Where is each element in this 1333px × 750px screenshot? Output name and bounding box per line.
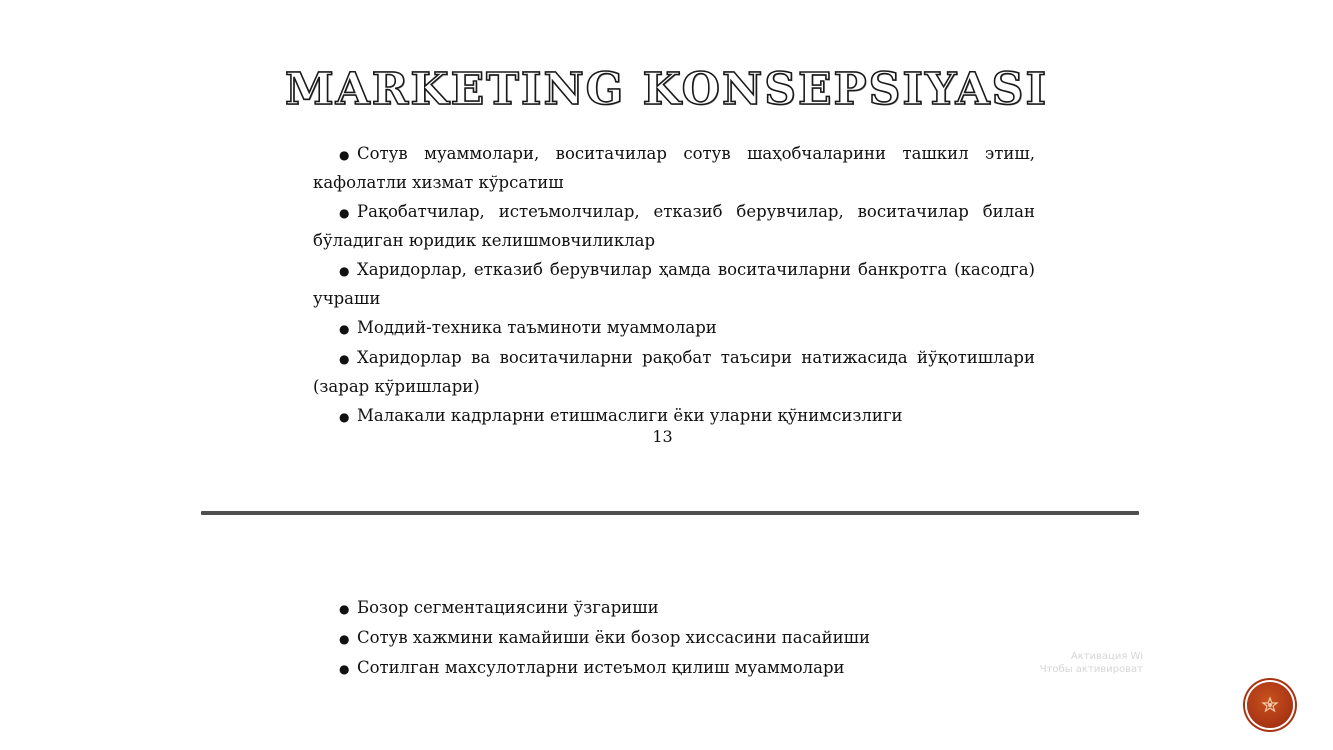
- list-item-text: Харидорлар, етказиб берувчилар ҳамда воситачиларни банкротга (касодга) учраши: [313, 260, 1035, 308]
- bullet-icon: ●: [339, 352, 350, 366]
- bullet-icon: ●: [339, 148, 350, 162]
- bullet-icon: ●: [339, 410, 350, 424]
- list-item-text: Харидорлар ва воситачиларни рақобат таъсири натижасида йўқотишлари (зарар кўришлари): [313, 348, 1035, 396]
- watermark-line-2: Чтобы активироват: [1039, 664, 1143, 675]
- list-item-text: Сотилган махсулотларни истеъмол қилиш муаммолари: [357, 658, 845, 677]
- bullet-icon: ●: [339, 632, 350, 646]
- list-item: [313, 654, 1035, 683]
- document-page-bottom: [313, 594, 1035, 684]
- slide-navigation-icon: [1259, 694, 1281, 716]
- watermark-line-1: Активация Wi: [1070, 651, 1143, 662]
- list-item: [313, 594, 1035, 623]
- list-item-text: Малакали кадрларни етишмаслиги ёки уларни қўнимсизлиги: [357, 406, 903, 425]
- list-item: [313, 256, 1035, 313]
- bullet-icon: ●: [339, 264, 350, 278]
- list-item: [313, 624, 1035, 653]
- list-item: [313, 198, 1035, 255]
- slide-title: MARKETING KONSEPSIYASI: [284, 64, 1049, 115]
- list-item-text: Рақобатчилар, истеъмолчилар, етказиб берувчилар, воситачилар билан бўладиган юридик келишмовчиликлар: [313, 202, 1035, 250]
- list-item: [313, 344, 1035, 401]
- list-item-text: Бозор сегментациясини ўзгариши: [357, 598, 659, 617]
- bullet-icon: ●: [339, 662, 350, 676]
- list-item-text: Сотув хажмини камайиши ёки бозор хиссасини пасайиши: [357, 628, 870, 647]
- bullet-list-top: [313, 140, 1035, 431]
- document-page-top: [313, 140, 1035, 432]
- bullet-icon: ●: [339, 602, 350, 616]
- activation-watermark: [1003, 650, 1143, 676]
- list-item: [313, 314, 1035, 343]
- slide-navigation-button[interactable]: [1247, 682, 1293, 728]
- page-divider: [201, 511, 1139, 515]
- list-item: [313, 140, 1035, 197]
- list-item-text: Сотув муаммолари, воситачилар сотув шаҳобчаларини ташкил этиш, кафолатли хизмат кўрсатиш: [313, 144, 1035, 192]
- bullet-list-bottom: [313, 594, 1035, 683]
- bullet-icon: ●: [339, 322, 350, 336]
- list-item-text: Моддий-техника таъминоти муаммолари: [357, 318, 717, 337]
- bullet-icon: ●: [339, 206, 350, 220]
- page-number: 13: [652, 427, 673, 446]
